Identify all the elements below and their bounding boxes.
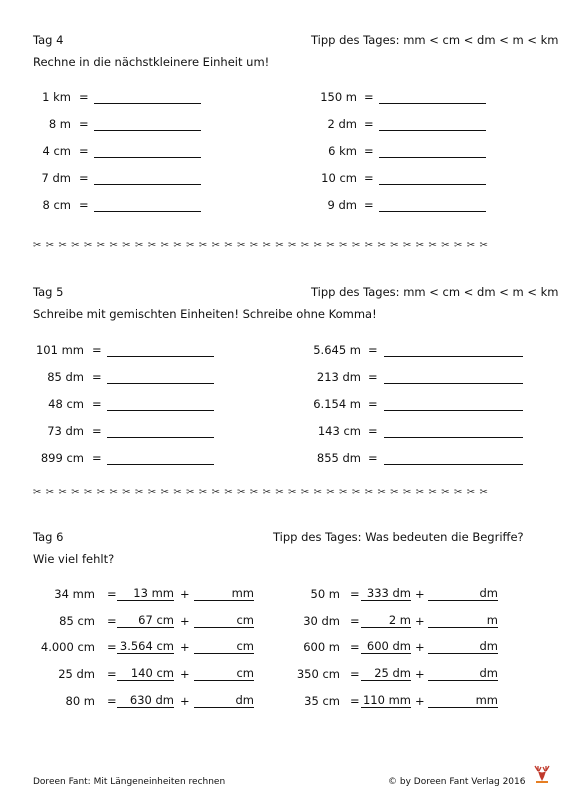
answer-blank-with-unit[interactable]: cm xyxy=(194,614,254,628)
day5-right-term: 5.645 m xyxy=(313,343,361,357)
day6-tip: Tipp des Tages: Was bedeuten die Begriffe? xyxy=(273,530,524,544)
day6-title: Tag 6 xyxy=(33,530,64,544)
equals-sign: = xyxy=(79,90,89,104)
day6-given: 3.564 cm xyxy=(117,640,174,654)
equals-sign: = xyxy=(79,171,89,185)
answer-blank[interactable] xyxy=(379,184,486,185)
plus-sign: + xyxy=(415,640,425,654)
equals-sign: = xyxy=(364,117,374,131)
day6-given: 67 cm xyxy=(117,614,174,628)
plus-sign: + xyxy=(415,587,425,601)
equals-sign: = xyxy=(364,144,374,158)
day6-total: 30 dm xyxy=(303,614,340,628)
equals-sign: = xyxy=(79,144,89,158)
equals-sign: = xyxy=(79,117,89,131)
answer-blank[interactable] xyxy=(107,464,214,465)
day4-right-term: 2 dm xyxy=(327,117,357,131)
day6-total: 34 mm xyxy=(54,587,95,601)
answer-blank-with-unit[interactable]: cm xyxy=(194,667,254,681)
answer-blank-with-unit[interactable]: dm xyxy=(428,667,498,681)
equals-sign: = xyxy=(364,90,374,104)
answer-blank[interactable] xyxy=(94,157,201,158)
day6-total: 85 cm xyxy=(59,614,95,628)
day4-right-term: 10 cm xyxy=(321,171,357,185)
day6-total: 350 cm xyxy=(296,667,340,681)
scissors-cut-line: ✂ ✂ ✂ ✂ ✂ ✂ ✂ ✂ ✂ ✂ ✂ ✂ ✂ ✂ ✂ ✂ ✂ ✂ ✂ ✂ ✂ ✂ ✂ ✂ ✂ ✂ ✂ ✂ ✂ ✂ ✂ ✂ ✂ ✂ ✂ ✂ xyxy=(33,487,489,498)
answer-blank[interactable] xyxy=(379,130,486,131)
answer-blank[interactable] xyxy=(379,211,486,212)
footer-copyright: © by Doreen Fant Verlag 2016 xyxy=(388,777,526,787)
plus-sign: + xyxy=(415,614,425,628)
answer-blank[interactable] xyxy=(94,184,201,185)
day4-left-term: 8 cm xyxy=(42,198,71,212)
day4-left-term: 4 cm xyxy=(42,144,71,158)
answer-blank-with-unit[interactable]: dm xyxy=(428,640,498,654)
day6-total: 600 m xyxy=(303,640,340,654)
answer-blank-with-unit[interactable]: cm xyxy=(194,640,254,654)
answer-blank[interactable] xyxy=(384,410,523,411)
day6-given: 13 mm xyxy=(117,587,174,601)
day6-given: 600 dm xyxy=(361,640,411,654)
answer-blank[interactable] xyxy=(379,157,486,158)
day6-total: 50 m xyxy=(310,587,340,601)
equals-sign: = xyxy=(107,694,117,708)
day6-total: 80 m xyxy=(65,694,95,708)
day5-right-term: 213 dm xyxy=(316,370,361,384)
scissors-cut-line: ✂ ✂ ✂ ✂ ✂ ✂ ✂ ✂ ✂ ✂ ✂ ✂ ✂ ✂ ✂ ✂ ✂ ✂ ✂ ✂ ✂ ✂ ✂ ✂ ✂ ✂ ✂ ✂ ✂ ✂ ✂ ✂ ✂ ✂ ✂ ✂ xyxy=(33,240,489,251)
equals-sign: = xyxy=(92,451,102,465)
day4-left-term: 8 m xyxy=(48,117,71,131)
answer-blank-with-unit[interactable]: dm xyxy=(428,587,498,601)
answer-blank[interactable] xyxy=(379,103,486,104)
day6-given: 25 dm xyxy=(361,667,411,681)
answer-blank-with-unit[interactable]: m xyxy=(428,614,498,628)
day4-right-term: 150 m xyxy=(320,90,357,104)
answer-blank[interactable] xyxy=(94,130,201,131)
day5-title: Tag 5 xyxy=(33,285,64,299)
equals-sign: = xyxy=(368,343,378,357)
day4-right-term: 6 km xyxy=(328,144,357,158)
answer-blank[interactable] xyxy=(384,464,523,465)
day5-left-term: 48 cm xyxy=(48,397,84,411)
plus-sign: + xyxy=(180,694,190,708)
equals-sign: = xyxy=(368,451,378,465)
day6-given: 630 dm xyxy=(117,694,174,708)
equals-sign: = xyxy=(107,587,117,601)
publisher-logo xyxy=(532,764,552,784)
plus-sign: + xyxy=(180,614,190,628)
answer-blank[interactable] xyxy=(107,410,214,411)
equals-sign: = xyxy=(92,343,102,357)
day5-right-term: 6.154 m xyxy=(313,397,361,411)
answer-blank-with-unit[interactable]: mm xyxy=(194,587,254,601)
day4-title: Tag 4 xyxy=(33,33,64,47)
equals-sign: = xyxy=(350,667,360,681)
equals-sign: = xyxy=(368,370,378,384)
day5-left-term: 85 dm xyxy=(47,370,84,384)
day6-total: 35 cm xyxy=(304,694,340,708)
day5-left-term: 73 dm xyxy=(47,424,84,438)
equals-sign: = xyxy=(364,171,374,185)
equals-sign: = xyxy=(92,370,102,384)
day5-tip: Tipp des Tages: mm < cm < dm < m < km xyxy=(311,285,559,299)
day5-instruction: Schreibe mit gemischten Einheiten! Schreibe ohne Komma! xyxy=(33,307,377,321)
day6-given: 2 m xyxy=(361,614,411,628)
day6-given: 140 cm xyxy=(117,667,174,681)
day6-total: 4.000 cm xyxy=(40,640,95,654)
equals-sign: = xyxy=(350,614,360,628)
answer-blank[interactable] xyxy=(94,103,201,104)
answer-blank[interactable] xyxy=(107,383,214,384)
equals-sign: = xyxy=(107,667,117,681)
day4-right-term: 9 dm xyxy=(327,198,357,212)
equals-sign: = xyxy=(368,397,378,411)
equals-sign: = xyxy=(79,198,89,212)
equals-sign: = xyxy=(92,397,102,411)
day4-tip: Tipp des Tages: mm < cm < dm < m < km xyxy=(311,33,559,47)
day5-right-term: 143 cm xyxy=(317,424,361,438)
day5-left-term: 101 mm xyxy=(35,343,84,357)
equals-sign: = xyxy=(107,614,117,628)
answer-blank-with-unit[interactable]: mm xyxy=(428,694,498,708)
footer-author: Doreen Fant: Mit Längeneinheiten rechnen xyxy=(33,777,226,787)
equals-sign: = xyxy=(107,640,117,654)
plus-sign: + xyxy=(180,667,190,681)
equals-sign: = xyxy=(368,424,378,438)
plus-sign: + xyxy=(415,694,425,708)
day6-total: 25 dm xyxy=(58,667,95,681)
day5-right-term: 855 dm xyxy=(316,451,361,465)
answer-blank[interactable] xyxy=(94,211,201,212)
answer-blank[interactable] xyxy=(107,437,214,438)
equals-sign: = xyxy=(92,424,102,438)
day6-given: 110 mm xyxy=(362,693,411,707)
day4-left-term: 1 km xyxy=(42,90,71,104)
day4-instruction: Rechne in die nächstkleinere Einheit um! xyxy=(33,55,270,69)
answer-blank-with-unit[interactable]: dm xyxy=(194,694,254,708)
day5-left-term: 899 cm xyxy=(40,451,84,465)
answer-blank[interactable] xyxy=(384,356,523,357)
plus-sign: + xyxy=(415,667,425,681)
equals-sign: = xyxy=(350,694,360,708)
answer-blank[interactable] xyxy=(107,356,214,357)
equals-sign: = xyxy=(350,640,360,654)
equals-sign: = xyxy=(350,587,360,601)
day6-instruction: Wie viel fehlt? xyxy=(33,552,115,566)
plus-sign: + xyxy=(180,587,190,601)
day6-given: 333 dm xyxy=(361,587,411,601)
answer-blank[interactable] xyxy=(384,437,523,438)
plus-sign: + xyxy=(180,640,190,654)
equals-sign: = xyxy=(364,198,374,212)
day4-left-term: 7 dm xyxy=(41,171,71,185)
answer-blank[interactable] xyxy=(384,383,523,384)
